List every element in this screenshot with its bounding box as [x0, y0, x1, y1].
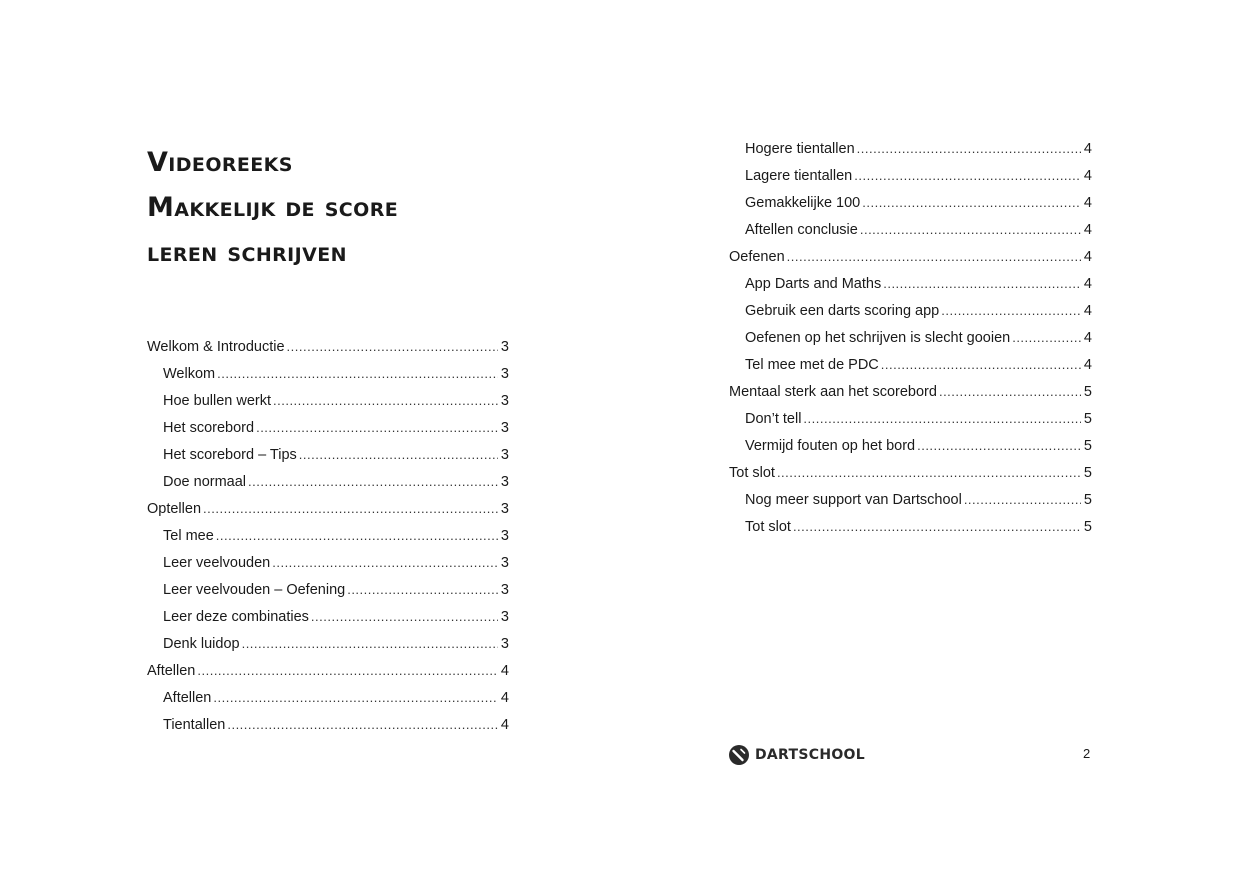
toc-dot-leader — [881, 351, 1081, 378]
toc-entry-page: 3 — [500, 555, 509, 571]
toc-entry[interactable] — [147, 603, 509, 630]
toc-entry[interactable] — [729, 216, 1092, 243]
toc-entry-label: Tel mee — [163, 528, 214, 544]
toc-entry-page: 3 — [500, 636, 509, 652]
toc-entry-page: 4 — [1083, 222, 1092, 238]
toc-entry-label: Don’t tell — [745, 411, 802, 427]
toc-entry-label: Hoe bullen werkt — [163, 393, 271, 409]
toc-entry[interactable] — [147, 549, 509, 576]
toc-entry-label: Leer veelvouden – Oefening — [163, 582, 346, 598]
toc-dot-leader — [1012, 324, 1081, 351]
page-number: 2 — [1083, 746, 1091, 761]
toc-entry[interactable] — [147, 360, 509, 387]
toc-entry[interactable] — [729, 162, 1092, 189]
toc-dot-leader — [862, 189, 1081, 216]
toc-entry-page: 5 — [1083, 519, 1092, 535]
toc-entry-page: 5 — [1083, 465, 1092, 481]
toc-dot-leader — [227, 711, 498, 738]
toc-entry-label: Tientallen — [163, 717, 226, 733]
toc-entry-label: Mentaal sterk aan het scorebord — [729, 384, 937, 400]
toc-dot-leader — [273, 387, 498, 414]
toc-entry-page: 5 — [1083, 438, 1092, 454]
toc-entry[interactable] — [147, 711, 509, 738]
toc-entry[interactable] — [729, 432, 1092, 459]
toc-entry-label: Vermijd fouten op het bord — [745, 438, 916, 454]
toc-entry-page: 4 — [1083, 357, 1092, 373]
toc-entry-label: Het scorebord — [163, 420, 255, 436]
toc-entry-label: Tot slot — [745, 519, 791, 535]
toc-entry-page: 3 — [500, 474, 509, 490]
document-title — [147, 140, 398, 275]
toc-entry-page: 5 — [1083, 384, 1092, 400]
toc-entry-page: 4 — [1083, 168, 1092, 184]
toc-entry[interactable] — [147, 684, 509, 711]
toc-dot-leader — [941, 297, 1081, 324]
toc-entry[interactable] — [147, 468, 509, 495]
toc-dot-leader — [793, 513, 1081, 540]
toc-entry[interactable] — [729, 324, 1092, 351]
toc-dot-leader — [287, 333, 498, 360]
toc-entry-label: Hogere tientallen — [745, 141, 855, 157]
toc-dot-leader — [242, 630, 498, 657]
toc-entry-label: Aftellen — [147, 663, 196, 679]
toc-entry-label: Denk luidop — [163, 636, 240, 652]
toc-entry-page: 4 — [1083, 195, 1092, 211]
toc-entry-page: 3 — [500, 501, 509, 517]
toc-entry-page: 3 — [500, 339, 509, 355]
toc-entry-label: Tel mee met de PDC — [745, 357, 879, 373]
toc-entry[interactable] — [729, 243, 1092, 270]
toc-dot-leader — [217, 360, 498, 387]
toc-entry[interactable] — [729, 378, 1092, 405]
toc-entry-page: 4 — [1083, 141, 1092, 157]
toc-entry-label: App Darts and Maths — [745, 276, 882, 292]
toc-entry-page: 3 — [500, 366, 509, 382]
toc-entry-page: 4 — [1083, 330, 1092, 346]
toc-entry-label: Optellen — [147, 501, 202, 517]
toc-entry[interactable] — [729, 513, 1092, 540]
toc-dot-leader — [917, 432, 1081, 459]
toc-entry-label: Gemakkelijke 100 — [745, 195, 861, 211]
toc-entry[interactable] — [729, 135, 1092, 162]
toc-dot-leader — [299, 441, 498, 468]
toc-dot-leader — [860, 216, 1081, 243]
toc-dot-leader — [311, 603, 498, 630]
toc-entry[interactable] — [729, 351, 1092, 378]
toc-entry-label: Aftellen — [163, 690, 212, 706]
toc-dot-leader — [216, 522, 498, 549]
toc-entry-page: 5 — [1083, 492, 1092, 508]
toc-dot-leader — [347, 576, 498, 603]
toc-dot-leader — [248, 468, 498, 495]
toc-entry[interactable] — [147, 495, 509, 522]
title-line-2: Makkelijk de score — [147, 192, 399, 223]
toc-entry-label: Nog meer support van Dartschool — [745, 492, 962, 508]
toc-entry[interactable] — [147, 522, 509, 549]
toc-entry-label: Oefenen — [729, 249, 785, 265]
toc-entry-label: Welkom — [163, 366, 216, 382]
toc-dot-leader — [197, 657, 498, 684]
toc-entry-label: Lagere tientallen — [745, 168, 853, 184]
toc-entry-page: 3 — [500, 393, 509, 409]
toc-entry-label: Tot slot — [729, 465, 775, 481]
toc-dot-leader — [272, 549, 498, 576]
toc-entry[interactable] — [147, 657, 509, 684]
toc-entry[interactable] — [729, 459, 1092, 486]
toc-entry[interactable] — [729, 405, 1092, 432]
toc-dot-leader — [854, 162, 1081, 189]
toc-entry[interactable] — [729, 189, 1092, 216]
toc-entry-label: Leer veelvouden — [163, 555, 271, 571]
toc-dot-leader — [787, 243, 1081, 270]
title-line-1: Videoreeks — [147, 147, 293, 178]
toc-entry-page: 3 — [500, 447, 509, 463]
toc-entry[interactable] — [729, 486, 1092, 513]
toc-entry-page: 5 — [1083, 411, 1092, 427]
toc-entry-page: 4 — [1083, 276, 1092, 292]
title-line-3: leren schrijven — [147, 237, 347, 268]
toc-dot-leader — [213, 684, 498, 711]
toc-entry[interactable] — [147, 387, 509, 414]
toc-dot-leader — [939, 378, 1081, 405]
toc-entry-page: 4 — [500, 663, 509, 679]
toc-dot-leader — [256, 414, 498, 441]
toc-entry[interactable] — [729, 297, 1092, 324]
toc-entry-page: 4 — [500, 690, 509, 706]
toc-entry-label: Het scorebord – Tips — [163, 447, 297, 463]
toc-entry-page: 4 — [1083, 303, 1092, 319]
toc-entry-page: 4 — [500, 717, 509, 733]
toc-dot-leader — [964, 486, 1081, 513]
dartschool-logo-icon — [729, 745, 749, 765]
toc-dot-leader — [803, 405, 1081, 432]
toc-dot-leader — [777, 459, 1081, 486]
toc-dot-leader — [857, 135, 1081, 162]
toc-entry[interactable] — [147, 576, 509, 603]
toc-entry-label: Welkom & Introductie — [147, 339, 285, 355]
toc-entry-page: 3 — [500, 420, 509, 436]
table-of-contents-right — [729, 135, 1092, 540]
toc-entry-label: Oefenen op het schrijven is slecht gooien — [745, 330, 1011, 346]
toc-dot-leader — [883, 270, 1081, 297]
toc-entry-label: Leer deze combinaties — [163, 609, 309, 625]
toc-entry-page: 4 — [1083, 249, 1092, 265]
toc-entry[interactable] — [147, 333, 509, 360]
toc-entry[interactable] — [147, 630, 509, 657]
toc-entry-page: 3 — [500, 528, 509, 544]
toc-entry-label: Doe normaal — [163, 474, 247, 490]
logo-text: DARTSCHOOL — [755, 747, 865, 763]
toc-entry-page: 3 — [500, 582, 509, 598]
toc-entry-label: Gebruik een darts scoring app — [745, 303, 940, 319]
toc-entry-page: 3 — [500, 609, 509, 625]
toc-entry-label: Aftellen conclusie — [745, 222, 858, 238]
dartschool-logo — [729, 745, 865, 765]
toc-entry[interactable] — [729, 270, 1092, 297]
toc-dot-leader — [203, 495, 498, 522]
toc-entry[interactable] — [147, 441, 509, 468]
table-of-contents-left — [147, 333, 509, 738]
toc-entry[interactable] — [147, 414, 509, 441]
